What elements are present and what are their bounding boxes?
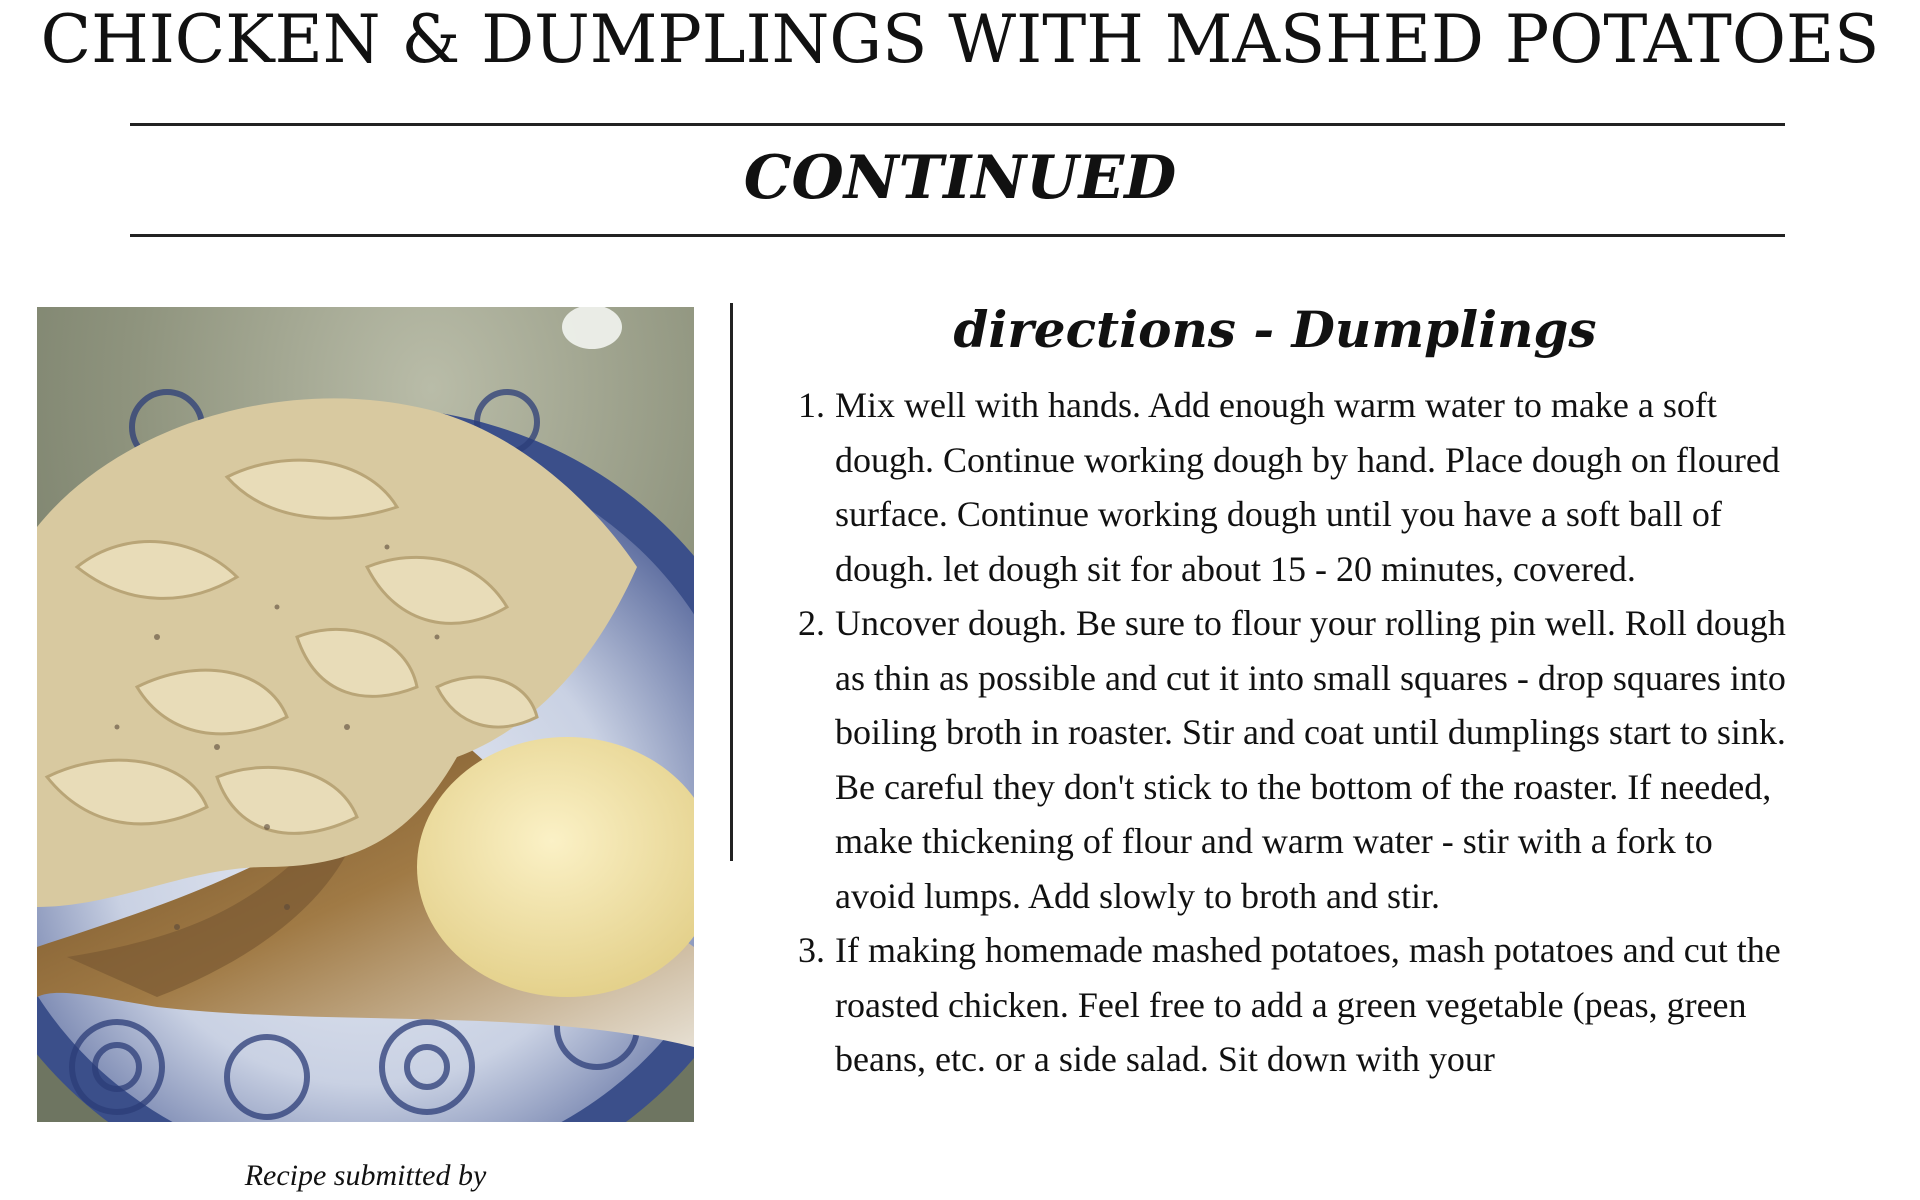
- bottom-rule: [130, 234, 1785, 237]
- recipe-photo-illustration: [37, 307, 694, 1122]
- step-text: If making homemade mashed potatoes, mash potatoes and cut the roasted chicken. Feel free to add a green vegetable (peas, green beans, etc. or a side salad. Sit down with your: [835, 930, 1781, 1079]
- directions-heading: directions - Dumplings: [953, 300, 1597, 359]
- page-title: CHICKEN & DUMPLINGS WITH MASHED POTATOES: [40, 1, 1880, 78]
- step-text: Uncover dough. Be sure to flour your rolling pin well. Roll dough as thin as possible and cut it into small squares - drop squares into boiling broth in roaster. Stir and coat until dumplings start to sink. Be careful they don't stick to the bottom of the roaster. If needed, make thickening of flour and warm water - stir with a fork to avoid lumps. Add slowly to broth and stir.: [835, 603, 1786, 916]
- step-number: 3.: [798, 930, 825, 970]
- directions-list: [795, 378, 1795, 1087]
- step-number: 2.: [798, 603, 825, 643]
- step-number: 1.: [798, 385, 825, 425]
- direction-step: [795, 378, 1795, 596]
- step-text: Mix well with hands. Add enough warm water to make a soft dough. Continue working dough by hand. Place dough on floured surface. Continue working dough until you have a soft ball of dough. let dough sit for about 15 - 20 minutes, covered.: [835, 385, 1780, 589]
- vertical-divider: [730, 303, 733, 861]
- top-rule: [130, 123, 1785, 126]
- continued-subtitle: CONTINUED: [743, 143, 1177, 213]
- direction-step: [795, 923, 1795, 1087]
- recipe-credit-caption: Recipe submitted by: [244, 1159, 487, 1192]
- direction-step: [795, 596, 1795, 923]
- recipe-photo: [37, 307, 694, 1122]
